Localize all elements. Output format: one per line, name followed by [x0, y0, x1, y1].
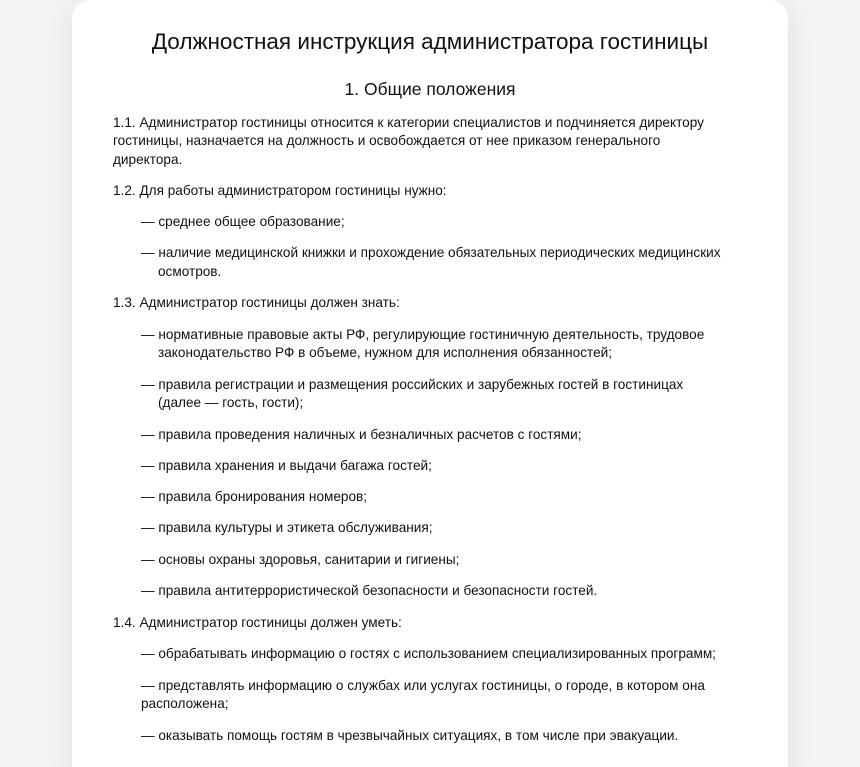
list-item: — нормативные правовые акты РФ, регулирующие гостиничную деятельность, трудовое: [141, 327, 705, 342]
list-item: — правила хранения и выдачи багажа гостей;: [141, 458, 432, 473]
list-item: — правила антитеррористической безопасности и безопасности гостей.: [141, 583, 598, 598]
paragraph-1-1-line-3: директора.: [113, 152, 183, 167]
list-item: — оказывать помощь гостям в чрезвычайных ситуациях, в том числе при эвакуации.: [141, 728, 679, 743]
document-title: Должностная инструкция администратора гостиницы: [151, 29, 709, 54]
paragraph-1-1-line-2: гостиницы, назначается на должность и освобождается от нее приказом генерального: [113, 133, 661, 148]
list-item: — правила регистрации и размещения российских и зарубежных гостей в гостиницах: [141, 377, 684, 392]
list-item-continuation: осмотров.: [158, 264, 222, 279]
list-item-continuation: (далее — гость, гости);: [158, 395, 304, 410]
list-item: — правила бронирования номеров;: [141, 489, 368, 504]
list-item-continuation: законодательство РФ в объеме, нужном для исполнения обязанностей;: [158, 345, 613, 360]
paragraph-1-2: 1.2. Для работы администратором гостиницы нужно:: [113, 183, 447, 198]
list-item: — среднее общее образование;: [141, 214, 345, 229]
list-item: — правила проведения наличных и безналичных расчетов с гостями;: [141, 427, 582, 442]
list-item: — представлять информацию о службах или услугах гостиницы, о городе, в котором она: [141, 678, 705, 693]
paragraph-1-4: 1.4. Администратор гостиницы должен уметь:: [113, 615, 402, 630]
list-item: — наличие медицинской книжки и прохождение обязательных периодических медицинских: [141, 245, 721, 260]
list-item: — правила культуры и этикета обслуживания;: [141, 520, 433, 535]
paragraph-1-1-line-1: 1.1. Администратор гостиницы относится к категории специалистов и подчиняется директору: [113, 115, 704, 130]
list-item-continuation: расположена;: [141, 696, 229, 711]
paragraph-1-3: 1.3. Администратор гостиницы должен знать:: [113, 295, 400, 310]
section-title: 1. Общие положения: [344, 79, 516, 99]
list-item: — обрабатывать информацию о гостях с использованием специализированных программ;: [141, 646, 716, 661]
list-item: — основы охраны здоровья, санитарии и гигиены;: [141, 552, 460, 567]
